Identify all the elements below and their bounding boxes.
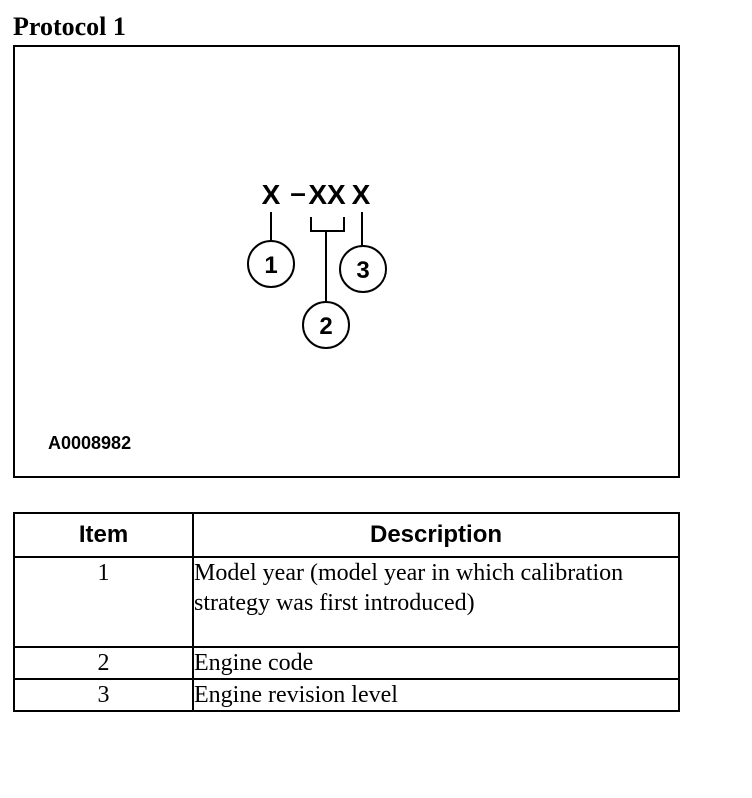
item-description: Model year (model year in which calibration strategy was first introduced) bbox=[193, 557, 679, 647]
figure-id: A0008982 bbox=[48, 433, 132, 453]
item-number: 3 bbox=[14, 679, 193, 711]
figure-frame bbox=[13, 45, 680, 478]
table-row bbox=[14, 647, 679, 679]
item-number: 1 bbox=[14, 557, 193, 647]
column-header-description: Description bbox=[193, 513, 679, 557]
callout-label-2: 2 bbox=[319, 313, 333, 340]
callout-label-3: 3 bbox=[356, 257, 370, 284]
code-chars-middle: XX bbox=[308, 179, 346, 210]
code-char-last: X bbox=[351, 179, 371, 210]
item-number: 2 bbox=[14, 647, 193, 679]
table-row bbox=[14, 679, 679, 711]
callout-label-1: 1 bbox=[264, 252, 278, 279]
item-description: Engine revision level bbox=[193, 679, 679, 711]
table-row bbox=[14, 557, 679, 647]
code-dash: – bbox=[290, 177, 306, 208]
calibration-code-diagram bbox=[15, 47, 678, 476]
column-header-item: Item bbox=[14, 513, 193, 557]
table-header-row bbox=[14, 513, 679, 557]
page-title: Protocol 1 bbox=[13, 12, 126, 41]
legend-table bbox=[13, 512, 680, 712]
code-char-first: X bbox=[261, 179, 281, 210]
bracket-middle-chars bbox=[311, 217, 344, 231]
item-description: Engine code bbox=[193, 647, 679, 679]
